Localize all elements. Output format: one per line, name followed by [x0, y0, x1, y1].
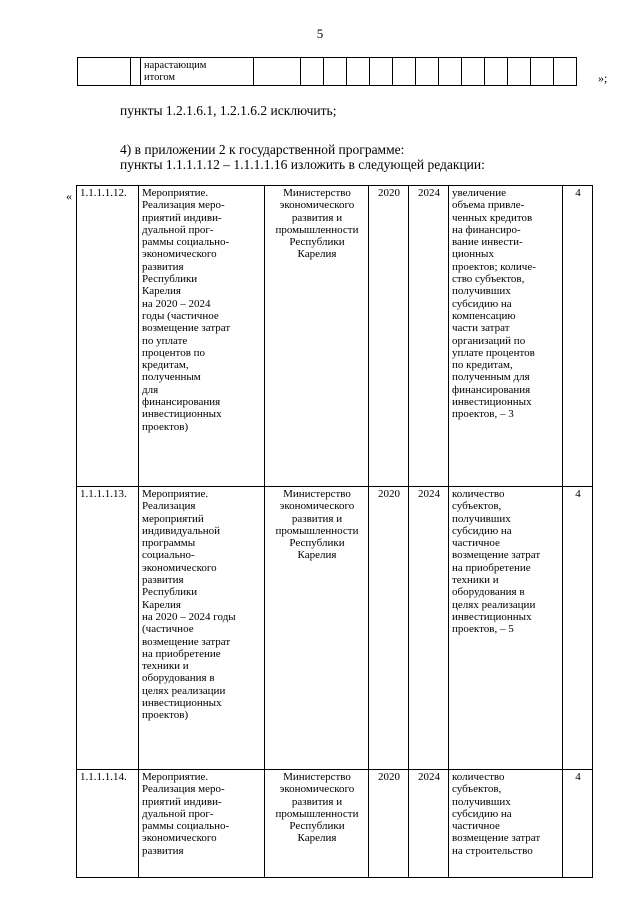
table-row [77, 770, 593, 878]
table-cell [508, 58, 531, 86]
opening-quote: « [66, 189, 72, 203]
program-indicator: 4 [563, 770, 593, 878]
start-year: 2020 [369, 186, 409, 487]
table-row [77, 186, 593, 487]
table-cell [254, 58, 301, 86]
table-cell [416, 58, 439, 86]
table-row [77, 487, 593, 770]
table-cell [131, 58, 141, 86]
table-cell [301, 58, 324, 86]
expected-result: увеличение объема привле- ченных кредитов на финансиро- вание инвести- ционных проектов; количе- ство субъектов, получивших субсидию на компенсацию части затрат организаций по уплате процентов по кредитам, полученным для финансирования инвестиционных проектов, – 3 [449, 186, 563, 487]
item-number: 1.1.1.1.12. [77, 186, 139, 487]
table-cell [439, 58, 462, 86]
end-year: 2024 [409, 186, 449, 487]
paragraph-exclude-items: пункты 1.2.1.6.1, 1.2.1.6.2 исключить; [120, 103, 337, 118]
top-table-fragment [77, 57, 577, 86]
table-cell [347, 58, 370, 86]
table-cell [485, 58, 508, 86]
program-indicator: 4 [563, 186, 593, 487]
table-cell [324, 58, 347, 86]
page-number: 5 [316, 26, 324, 41]
expected-result: количество субъектов, получивших субсидию на частичное возмещение затрат на приобретение техники и оборудования в целях реализации инвестиционных проектов, – 5 [449, 487, 563, 770]
end-year: 2024 [409, 770, 449, 878]
item-number: 1.1.1.1.13. [77, 487, 139, 770]
table-cell [78, 58, 131, 86]
start-year: 2020 [369, 487, 409, 770]
event-description: Мероприятие. Реализация меро- приятий индиви- дуальной прог- раммы социально- экономического развития Республики Карелия на 2020 – 2024 годы (частичное возмещение затрат по уплате процентов по кредитам, полученным для финансирования инвестиционных проектов) [139, 186, 265, 487]
responsible-organization: Министерство экономического развития и промышленности Республики Карелия [265, 487, 369, 770]
table-cell [531, 58, 554, 86]
table-cell [141, 58, 254, 86]
program-indicator: 4 [563, 487, 593, 770]
measures-table [76, 185, 593, 878]
responsible-organization: Министерство экономического развития и промышленности Республики Карелия [265, 770, 369, 878]
table-row [78, 58, 577, 86]
paragraph-new-edition: пункты 1.1.1.1.12 – 1.1.1.1.16 изложить в следующей редакции: [120, 157, 485, 172]
start-year: 2020 [369, 770, 409, 878]
expected-result: количество субъектов, получивших субсидию на частичное возмещение затрат на строительство [449, 770, 563, 878]
responsible-organization: Министерство экономического развития и промышленности Республики Карелия [265, 186, 369, 487]
event-description: Мероприятие. Реализация мероприятий индивидуальной программы социально- экономического развития Республики Карелия на 2020 – 2024 годы (частичное возмещение затрат на приобретение техники и оборудования в целях реализации инвестиционных проектов) [139, 487, 265, 770]
item-number: 1.1.1.1.14. [77, 770, 139, 878]
paragraph-appendix-2: 4) в приложении 2 к государственной программе: [120, 142, 405, 157]
end-year: 2024 [409, 487, 449, 770]
table-cell [370, 58, 393, 86]
table-cell [393, 58, 416, 86]
event-description: Мероприятие. Реализация меро- приятий индиви- дуальной прог- раммы социально- экономического развития [139, 770, 265, 878]
table-cell [554, 58, 577, 86]
closing-quote: »; [598, 71, 608, 85]
cumulative-total-label: нарастающим итогом [144, 60, 207, 83]
table-cell [462, 58, 485, 86]
